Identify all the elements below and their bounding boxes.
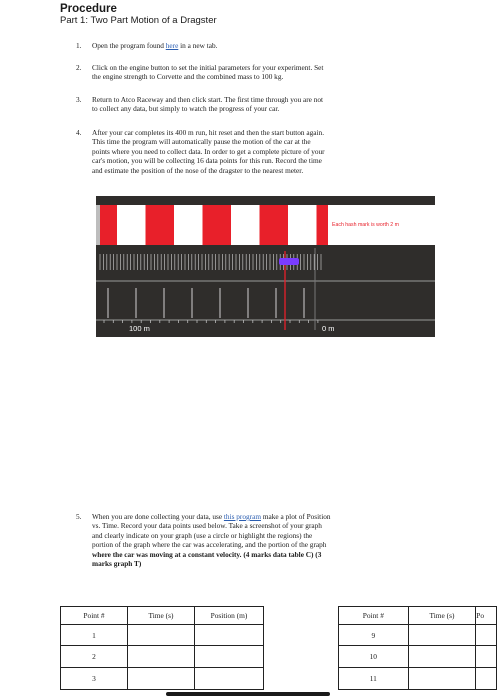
here-link[interactable]: here — [165, 41, 179, 50]
step-number: 3. — [76, 95, 82, 104]
track-stripe — [186, 205, 203, 245]
track-stripe — [174, 205, 186, 245]
step-number: 2. — [76, 63, 82, 72]
column-header-position: Position (m) — [195, 607, 264, 625]
time-input-cell[interactable] — [128, 625, 195, 646]
time-input-cell[interactable] — [128, 668, 195, 690]
data-table-left — [60, 606, 264, 690]
column-header-time: Time (s) — [128, 607, 195, 625]
position-input-cell[interactable] — [476, 646, 497, 668]
this-program-link[interactable]: this program — [223, 512, 261, 521]
point-number-cell: 2 — [61, 646, 128, 668]
time-input-cell[interactable] — [408, 646, 476, 668]
step-line: where the car was moving at a constant velocity. (4 marks data table C) (3 — [92, 549, 322, 559]
point-number-cell: 1 — [61, 625, 128, 646]
step-line: portion of the graph where the car was accelerating, and the portion of the graph — [92, 540, 327, 550]
point-number-cell: 3 — [61, 668, 128, 690]
track-stripe — [157, 205, 174, 245]
step-line: and clearly indicate on your graph (use a circle or highlight the regions) the — [92, 530, 313, 540]
track-stripe — [288, 205, 300, 245]
time-input-cell[interactable] — [128, 646, 195, 668]
track-stripe — [271, 205, 288, 245]
step-line: car's motion, you will be collecting 16 data points for this run. Record the time — [92, 156, 322, 166]
race-track-graphic — [96, 196, 435, 337]
step-1 — [76, 41, 441, 50]
step-line: vs. Time. Record your data points used below. Take a screenshot of your graph — [92, 521, 322, 531]
step-number: 4. — [76, 128, 82, 137]
track-stripe — [243, 205, 260, 245]
step-line: the engine strength to Corvette and the combined mass to 100 kg. — [92, 72, 284, 82]
track-stripe — [231, 205, 243, 245]
track-stripe — [260, 205, 272, 245]
column-header-time: Time (s) — [408, 607, 476, 625]
heading-procedure: Procedure — [60, 3, 117, 15]
point-number-cell: 9 — [339, 625, 409, 646]
position-input-cell[interactable] — [195, 625, 264, 646]
point-number-cell: 11 — [339, 668, 409, 690]
track-stripe — [146, 205, 158, 245]
track-stripe — [317, 205, 329, 245]
time-input-cell[interactable] — [408, 668, 476, 690]
step-line: and estimate the position of the nose of the dragster to the nearest meter. — [92, 165, 304, 175]
step-line: After your car completes its 400 m run, hit reset and then the start button again. — [92, 128, 325, 137]
part-title: Part 1: Two Part Motion of a Dragster — [60, 15, 217, 26]
step-3 — [76, 95, 441, 114]
label-0m: 0 m — [322, 324, 335, 333]
position-input-cell[interactable] — [195, 646, 264, 668]
column-header-position: Po — [476, 607, 497, 625]
step-line: When you are done collecting your data, use — [92, 512, 224, 521]
column-header-point: Point # — [339, 607, 409, 625]
position-input-cell[interactable] — [476, 625, 497, 646]
step-line: This time the program will automatically pause the motion of the car at the — [92, 137, 311, 147]
step-4 — [76, 128, 441, 175]
step-number: 5. — [76, 512, 82, 521]
home-indicator[interactable] — [166, 692, 330, 696]
track-stripe — [300, 205, 317, 245]
step-line: marks graph T) — [92, 559, 142, 569]
position-input-cell[interactable] — [476, 668, 497, 690]
label-100m: 100 m — [129, 324, 150, 333]
track-stripe — [129, 205, 146, 245]
column-header-point: Point # — [61, 607, 128, 625]
track-stripe — [117, 205, 129, 245]
hash-legend: Each hash mark is worth 2 m — [332, 222, 399, 228]
track-stripe — [100, 205, 117, 245]
step-2 — [76, 63, 441, 82]
step-line: Click on the engine button to set the initial parameters for your experiment. Set — [92, 63, 324, 72]
position-input-cell[interactable] — [195, 668, 264, 690]
step-5 — [76, 512, 446, 568]
point-number-cell: 10 — [339, 646, 409, 668]
track-stripe — [203, 205, 215, 245]
track-stripe — [214, 205, 231, 245]
step-line: Return to Atco Raceway and then click start. The first time through you are not — [92, 95, 324, 104]
dragster-simulation[interactable] — [96, 196, 435, 337]
step-text: in a new tab. — [178, 41, 218, 50]
step-line: to collect any data, but simply to watch the progress of your car. — [92, 104, 280, 114]
step-line: points where you need to collect data. In order to get a complete picture of your — [92, 146, 325, 156]
data-table-right — [338, 606, 497, 690]
step-number: 1. — [76, 41, 82, 50]
time-input-cell[interactable] — [408, 625, 476, 646]
step-text: Open the program found — [92, 41, 166, 50]
step-line: make a plot of Position — [261, 512, 331, 521]
